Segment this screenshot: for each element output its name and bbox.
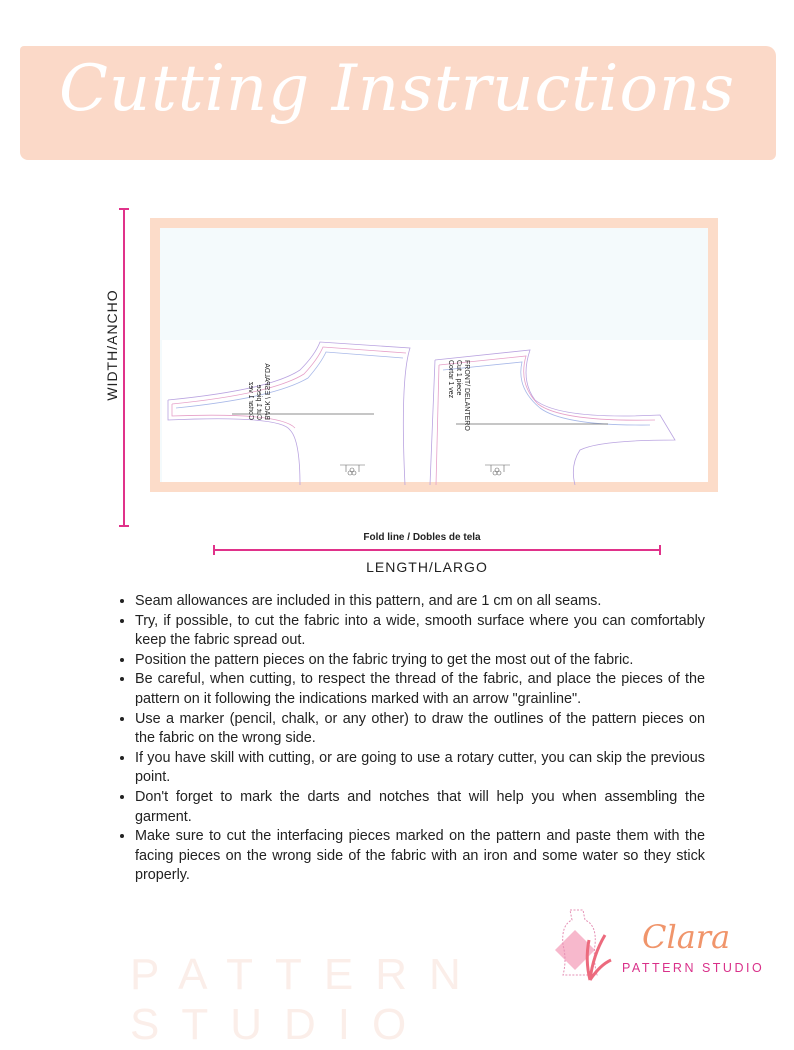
length-dimension-line (213, 549, 661, 551)
list-item: • Don't forget to mark the darts and notches that will help you when assembling the garment. (135, 788, 705, 827)
front-piece-cortar: Cortar 1 vez (447, 360, 454, 399)
list-item: • Seam allowances are included in this pattern, and are 1 cm on all seams. (135, 592, 705, 612)
list-item: • Try, if possible, to cut the fabric into a wide, smooth surface where you can comfortably keep the fabric spread out. (135, 612, 705, 651)
list-item: • Use a marker (pencil, chalk, or any other) to draw the outlines of the pattern pieces on the fabric on the wrong side. (135, 710, 705, 749)
back-piece-cortar: Cortar 1 vez (247, 381, 254, 420)
instructions-list (118, 592, 705, 886)
width-label: WIDTH/ANCHO (104, 289, 120, 401)
back-piece-cut: Cut 1 piece (255, 384, 262, 420)
width-dimension-line (123, 208, 125, 527)
watermark-text: PATTERN STUDIO (130, 950, 483, 1049)
notch-symbol-icon (485, 465, 510, 475)
front-piece-cut: Cut 1 piece (455, 360, 462, 396)
length-label: LENGTH/LARGO (366, 559, 488, 575)
logo-subtitle: PATTERN STUDIO (622, 961, 765, 975)
back-piece-label (246, 363, 270, 420)
pattern-pieces-drawing (160, 340, 708, 485)
back-piece-name: BACK / ESPALDA (263, 363, 270, 420)
fold-line-label: Fold line / Dobles de tela (363, 532, 481, 543)
front-piece-name: FRONT/ DELANTERO (463, 360, 470, 431)
back-piece-outline (168, 342, 410, 485)
list-item: • If you have skill with cutting, or are going to use a rotary cutter, you can skip the previous point. (135, 749, 705, 788)
list-item: • Make sure to cut the interfacing pieces marked on the pattern and paste them with the facing pieces on the wrong side of the fabric with an iron and some water so they stick properly. (135, 827, 705, 886)
page-title: Cutting Instructions (58, 52, 736, 126)
front-piece-label (446, 360, 470, 431)
logo-name: Clara (642, 918, 731, 956)
dress-form-logo-icon (545, 905, 615, 990)
list-item: • Position the pattern pieces on the fabric trying to get the most out of the fabric. (135, 651, 705, 671)
list-item: • Be careful, when cutting, to respect the thread of the fabric, and place the pieces of the pattern on it following the indications marked with an arrow "grainline". (135, 670, 705, 709)
notch-symbol-icon (340, 465, 365, 475)
